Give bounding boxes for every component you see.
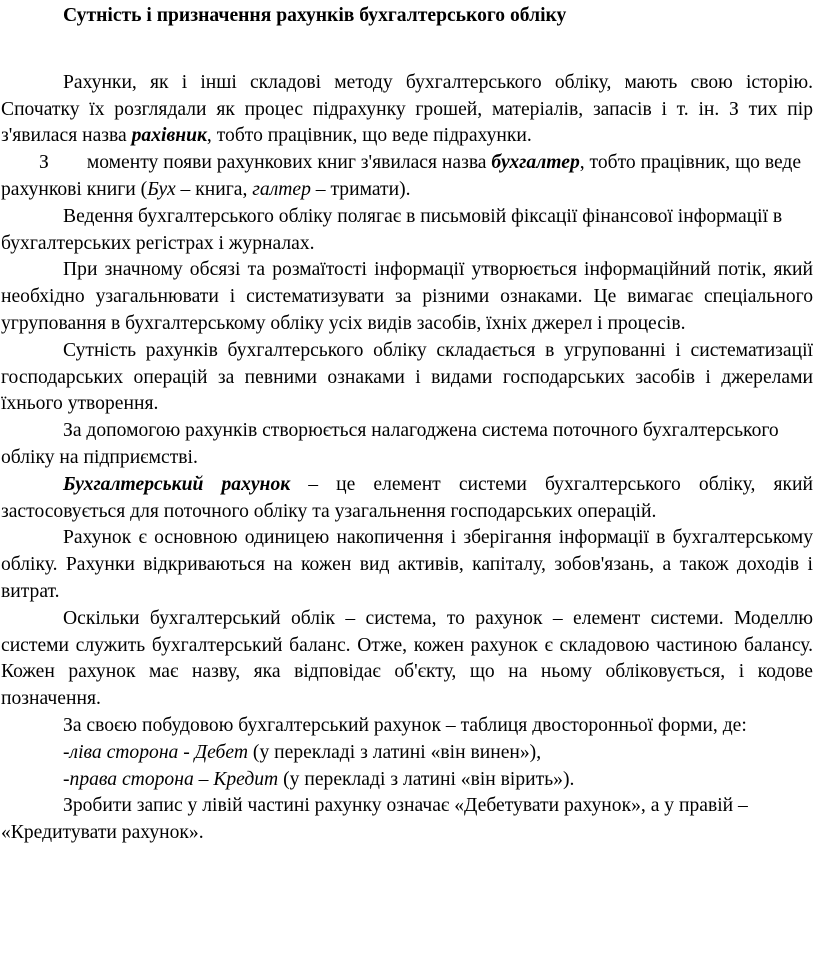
paragraph-recording: Ведення бухгалтерського обліку полягає в письмовій фіксації фінансової інформації в бухгалтерських регістрах і журналах.: [1, 205, 783, 254]
list-item-debit: -ліва сторона - Дебет (у перекладі з латині «він винен»),: [63, 741, 542, 763]
term-rakhivnyk: рахівник: [131, 125, 207, 147]
paragraph-history: Рахунки, як і інші складові методу бухгалтерського обліку, мають свою історію. Спочатку їх розглядали як процес підрахунку грошей, матеріалів, запасів і т. ін. З тих пір з'явилася назва рахівник, тобто працівник, що веде підрахунки.: [1, 71, 813, 147]
paragraph-definition: Бухгалтерський рахунок – це елемент системи бухгалтерського обліку, який застосовується для поточного обліку та узагальнення господарських операцій.: [1, 473, 813, 522]
paragraph-structure: За своєю побудовою бухгалтерський рахунок – таблиця двосторонньої форми, де:: [63, 714, 747, 736]
paragraph-system: За допомогою рахунків створюється налагоджена система поточного бухгалтерського обліку на підприємстві.: [1, 420, 779, 468]
paragraph-information-flow: При значному обсязі та розмаїтості інформації утворюється інформаційний потік, який необхідно узагальнювати і систематизувати за різними ознаками. Це вимагає спеціального угруповання в бухгалтерському обліку усіх видів засобів, їхніх джерел і процесів.: [1, 259, 813, 334]
paragraph-balance: Оскільки бухгалтерський облік – система, то рахунок – елемент системи. Моделлю системи служить бухгалтерський баланс. Отже, кожен рахунок є складовою частиною балансу. Кожен рахунок має назву, яка відповідає об'єкту, що на ньому обліковується, і кодове позначення.: [1, 607, 813, 710]
document-page: [0, 3, 816, 975]
paragraph-entries: Зробити запис у лівій частині рахунку означає «Дебетувати рахунок», а у правій – «Кредитувати рахунок».: [1, 795, 748, 844]
paragraph-bookkeeper: З моменту появи рахункових книг з'явилася назва бухгалтер, тобто працівник, що веде рахункові книги (Бух – книга, галтер – тримати).: [1, 152, 802, 200]
document-title: Сутність і призначення рахунків бухгалтерського обліку: [63, 5, 567, 26]
paragraph-unit: Рахунок є основною одиницею накопичення і зберігання інформації в бухгалтерському обліку. Рахунки відкриваються на кожен вид активів, капіталу, зобов'язань, а також доходів і витрат.: [1, 527, 813, 602]
list-item-credit: -права сторона – Кредит (у перекладі з латині «він вірить»).: [63, 768, 575, 790]
term-bukhgalter: бухгалтер: [491, 152, 580, 174]
term-account: Бухгалтерський рахунок: [63, 473, 291, 495]
paragraph-essence: Сутність рахунків бухгалтерського обліку складається в угрупованні і систематизації господарських операцій за певними ознаками і видами господарських засобів і джерелами їхнього утворення.: [1, 339, 813, 415]
